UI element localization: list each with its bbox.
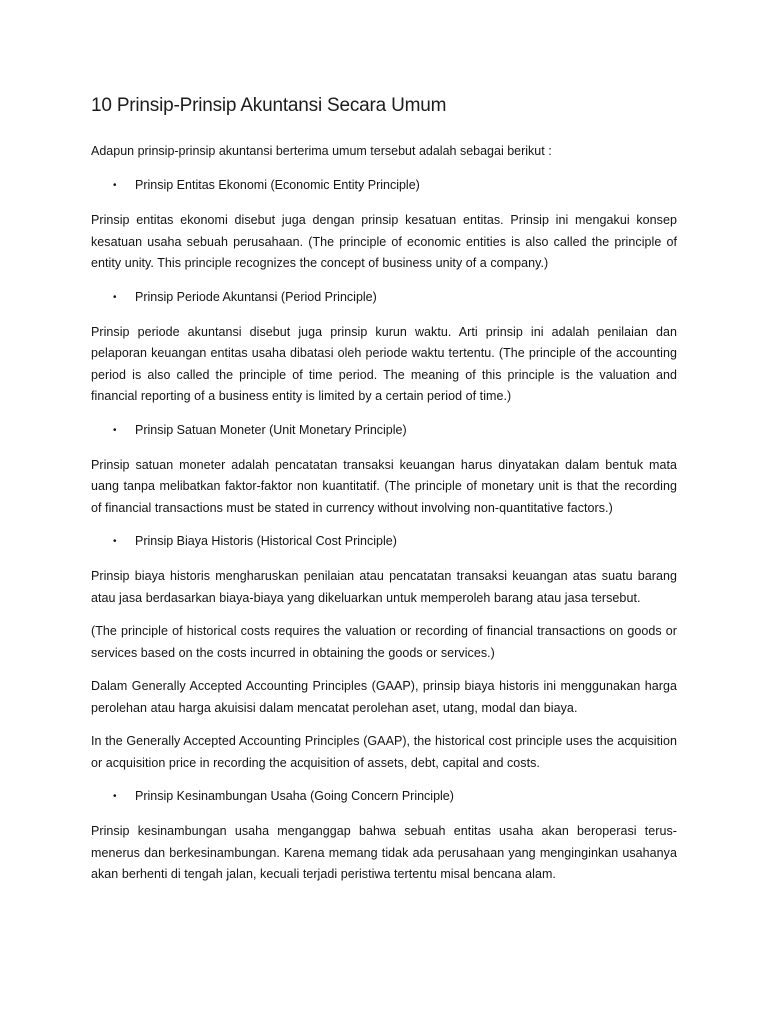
document-title: 10 Prinsip-Prinsip Akuntansi Secara Umum [91,95,447,116]
document-page [91,93,677,898]
intro-paragraph: Adapun prinsip-prinsip akuntansi berterima umum tersebut adalah sebagai berikut : [91,144,552,158]
principle-paragraph: Prinsip satuan moneter adalah pencatatan transaksi keuangan harus dinyatakan dalam bentuk mata uang tanpa melibatkan faktor-faktor non kuantitatif. (The principle of monetary unit is that the recording of financial transactions must be stated in currency without involving non-quantitative factors.) [91,457,677,515]
principle-bullet-item [91,531,677,552]
principles-list [91,175,677,886]
principle-bullet-item [91,420,677,441]
principle-paragraph: Prinsip periode akuntansi disebut juga prinsip kurun waktu. Arti prinsip ini adalah penilaian dan pelaporan keuangan entitas usaha dibatasi oleh periode waktu tertentu. (The principle of the accounting period is also called the principle of time period. The meaning of this principle is the valuation and financial reporting of a business entity is limited by a certain period of time.) [91,324,677,403]
principle-paragraph: Prinsip kesinambungan usaha menganggap bahwa sebuah entitas usaha akan beroperasi terus-menerus dan berkesinambungan. Karena memang tidak ada perusahaan yang menginginkan usahanya akan berhenti di tengah jalan, kecuali terjadi peristiwa tertentu misal bencana alam. [91,824,677,881]
bullet-dot-icon: • [113,291,117,303]
bullet-dot-icon: • [113,536,117,547]
principle-heading: Prinsip Entitas Ekonomi (Economic Entity Principle) [135,178,420,192]
principle-paragraph: Prinsip biaya historis mengharuskan penilaian atau pencatatan transaksi keuangan atas suatu barang atau jasa berdasarkan biaya-biaya yang dikeluarkan untuk memperoleh barang atau jasa tersebut. [91,569,677,605]
bullet-dot-icon: • [113,424,117,436]
principle-heading: Prinsip Biaya Historis (Historical Cost Principle) [135,534,397,548]
principle-bullet-item [91,175,677,196]
principle-heading: Prinsip Satuan Moneter (Unit Monetary Principle) [135,422,407,437]
principle-heading: Prinsip Kesinambungan Usaha (Going Concern Principle) [135,789,454,803]
bullet-dot-icon: • [113,791,117,802]
bullet-dot-icon: • [113,180,117,191]
principle-heading: Prinsip Periode Akuntansi (Period Principle) [135,289,377,304]
principle-paragraph: (The principle of historical costs requires the valuation or recording of financial transactions on goods or services based on the costs incurred in obtaining the goods or services.) [91,624,677,660]
principle-paragraph: In the Generally Accepted Accounting Principles (GAAP), the historical cost principle uses the acquisition or acquisition price in recording the acquisition of assets, debt, capital and costs. [91,734,677,770]
principle-paragraph: Prinsip entitas ekonomi disebut juga dengan prinsip kesatuan entitas. Prinsip ini mengakui konsep kesatuan usaha sebuah perusahaan. (The principle of economic entities is also called the principle of entity unity. This principle recognizes the concept of business unity of a company.) [91,213,677,270]
principle-bullet-item [91,287,677,308]
principle-bullet-item [91,786,677,807]
principle-paragraph: Dalam Generally Accepted Accounting Principles (GAAP), prinsip biaya historis ini menggunakan harga perolehan atau harga akuisisi dalam mencatat perolehan aset, utang, modal dan biaya. [91,679,677,715]
